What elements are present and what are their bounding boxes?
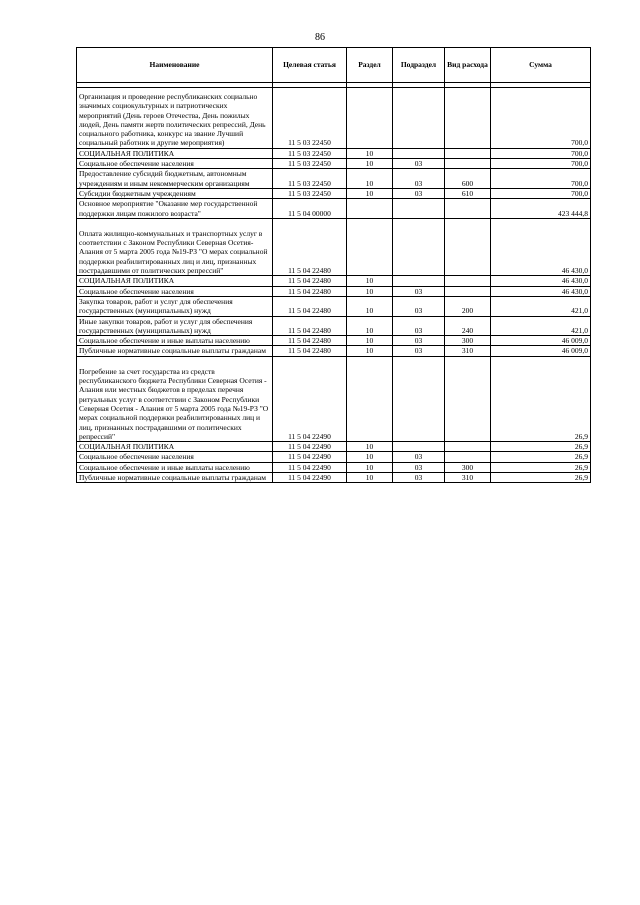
row-section-cell	[347, 218, 393, 275]
row-expense-type-cell	[445, 442, 491, 452]
row-name-cell: Субсидии бюджетным учреждениям	[77, 188, 273, 198]
row-section-cell	[347, 88, 393, 149]
row-name-cell: Иные закупки товаров, работ и услуг для обеспечения государственных (муниципальных) нужд	[77, 316, 273, 336]
row-subsection-cell: 03	[393, 346, 445, 356]
row-section-cell: 10	[347, 452, 393, 462]
budget-table	[76, 47, 591, 483]
row-amount-cell: 700,0	[491, 159, 591, 169]
row-expense-type-cell: 600	[445, 169, 491, 189]
row-amount-cell: 421,0	[491, 296, 591, 316]
row-target-item-cell: 11 5 03 22450	[273, 88, 347, 149]
row-name-cell: Социальное обеспечение и иные выплаты населению	[77, 462, 273, 472]
row-name-cell: Социальное обеспечение и иные выплаты населению	[77, 336, 273, 346]
row-section-cell: 10	[347, 286, 393, 296]
row-amount-cell: 26,9	[491, 452, 591, 462]
row-name-cell: СОЦИАЛЬНАЯ ПОЛИТИКА	[77, 442, 273, 452]
row-name-cell: Закупка товаров, работ и услуг для обеспечения государственных (муниципальных) нужд	[77, 296, 273, 316]
table-row	[77, 442, 591, 452]
row-expense-type-cell	[445, 218, 491, 275]
row-subsection-cell	[393, 88, 445, 149]
row-amount-cell: 700,0	[491, 148, 591, 158]
table-row	[77, 296, 591, 316]
row-section-cell: 10	[347, 159, 393, 169]
row-target-item-cell: 11 5 04 22480	[273, 276, 347, 286]
page-number: 86	[315, 32, 325, 43]
row-amount-cell: 423 444,8	[491, 199, 591, 219]
row-amount-cell: 700,0	[491, 169, 591, 189]
table-row	[77, 316, 591, 336]
table-row	[77, 88, 591, 149]
row-target-item-cell: 11 5 03 22450	[273, 188, 347, 198]
row-expense-type-cell: 310	[445, 346, 491, 356]
row-subsection-cell	[393, 199, 445, 219]
table-row	[77, 452, 591, 462]
row-subsection-cell: 03	[393, 316, 445, 336]
row-expense-type-cell	[445, 286, 491, 296]
row-section-cell	[347, 356, 393, 441]
row-subsection-cell	[393, 148, 445, 158]
row-target-item-cell: 11 5 04 22480	[273, 336, 347, 346]
row-subsection-cell: 03	[393, 336, 445, 346]
table-header-row	[77, 48, 591, 83]
row-expense-type-cell: 300	[445, 462, 491, 472]
row-target-item-cell: 11 5 04 22490	[273, 462, 347, 472]
row-section-cell: 10	[347, 346, 393, 356]
table-row	[77, 276, 591, 286]
row-amount-cell: 700,0	[491, 88, 591, 149]
row-target-item-cell: 11 5 04 22480	[273, 218, 347, 275]
row-subsection-cell	[393, 276, 445, 286]
row-expense-type-cell: 240	[445, 316, 491, 336]
row-subsection-cell: 03	[393, 188, 445, 198]
row-expense-type-cell	[445, 356, 491, 441]
row-amount-cell: 46 430,0	[491, 218, 591, 275]
row-section-cell: 10	[347, 472, 393, 482]
row-subsection-cell: 03	[393, 169, 445, 189]
row-section-cell	[347, 199, 393, 219]
row-amount-cell: 46 009,0	[491, 336, 591, 346]
row-target-item-cell: 11 5 03 22450	[273, 169, 347, 189]
row-section-cell: 10	[347, 148, 393, 158]
row-section-cell: 10	[347, 188, 393, 198]
row-amount-cell: 421,0	[491, 316, 591, 336]
row-target-item-cell: 11 5 04 00000	[273, 199, 347, 219]
row-target-item-cell: 11 5 04 22490	[273, 472, 347, 482]
row-name-cell: Оплата жилищно-коммунальных и транспортных услуг в соответствии с Законом Республики Северная Осетия-Алания от 5 марта 2005 года №19-РЗ "О мерах социальной поддержки реабилитированных лиц и лиц, признанных пострадавшими от политических репрессий"	[77, 218, 273, 275]
row-section-cell: 10	[347, 462, 393, 472]
row-name-cell: Социальное обеспечение населения	[77, 159, 273, 169]
row-expense-type-cell	[445, 148, 491, 158]
row-subsection-cell: 03	[393, 159, 445, 169]
row-section-cell: 10	[347, 336, 393, 346]
row-amount-cell: 46 430,0	[491, 276, 591, 286]
row-name-cell: Погребение за счет государства из средств республиканского бюджета Республики Северная Осетия - Алания или местных бюджетов в пределах перечня ритуальных услуг в соответствии с Законом Республики Северная Осетия - Алания от 5 марта 2005 года №19-РЗ "О мерах социальной поддержки реабилитированных лиц и лиц, признанных пострадавшими от политических репрессий"	[77, 356, 273, 441]
row-subsection-cell	[393, 442, 445, 452]
row-name-cell: Основное мероприятие "Оказание мер государственной поддержки лицам пожилого возраста"	[77, 199, 273, 219]
row-name-cell: Публичные нормативные социальные выплаты гражданам	[77, 346, 273, 356]
row-target-item-cell: 11 5 04 22490	[273, 356, 347, 441]
row-target-item-cell: 11 5 04 22480	[273, 286, 347, 296]
row-subsection-cell: 03	[393, 462, 445, 472]
row-section-cell: 10	[347, 296, 393, 316]
row-subsection-cell: 03	[393, 472, 445, 482]
table-row	[77, 188, 591, 198]
row-amount-cell: 26,9	[491, 472, 591, 482]
row-name-cell: Социальное обеспечение населения	[77, 286, 273, 296]
row-amount-cell: 700,0	[491, 188, 591, 198]
header-expense-type: Вид расхода	[445, 48, 491, 83]
row-expense-type-cell	[445, 159, 491, 169]
table-row	[77, 286, 591, 296]
row-section-cell: 10	[347, 442, 393, 452]
row-expense-type-cell	[445, 276, 491, 286]
table-row	[77, 159, 591, 169]
row-target-item-cell: 11 5 04 22490	[273, 452, 347, 462]
row-expense-type-cell: 200	[445, 296, 491, 316]
row-section-cell: 10	[347, 169, 393, 189]
header-subsection: Подраздел	[393, 48, 445, 83]
row-amount-cell: 26,9	[491, 356, 591, 441]
row-name-cell: Публичные нормативные социальные выплаты гражданам	[77, 472, 273, 482]
table-row	[77, 199, 591, 219]
row-name-cell: Социальное обеспечение населения	[77, 452, 273, 462]
row-expense-type-cell	[445, 88, 491, 149]
header-name: Наименование	[77, 48, 273, 83]
row-target-item-cell: 11 5 04 22490	[273, 442, 347, 452]
header-target-item: Целевая статья	[273, 48, 347, 83]
row-subsection-cell: 03	[393, 296, 445, 316]
row-subsection-cell	[393, 356, 445, 441]
row-expense-type-cell	[445, 199, 491, 219]
row-target-item-cell: 11 5 03 22450	[273, 148, 347, 158]
table-row	[77, 472, 591, 482]
header-amount: Сумма	[491, 48, 591, 83]
row-name-cell: СОЦИАЛЬНАЯ ПОЛИТИКА	[77, 148, 273, 158]
row-subsection-cell: 03	[393, 286, 445, 296]
row-amount-cell: 46 430,0	[491, 286, 591, 296]
row-name-cell: СОЦИАЛЬНАЯ ПОЛИТИКА	[77, 276, 273, 286]
row-target-item-cell: 11 5 04 22480	[273, 296, 347, 316]
header-section: Раздел	[347, 48, 393, 83]
table-row	[77, 336, 591, 346]
table-row	[77, 462, 591, 472]
row-expense-type-cell: 610	[445, 188, 491, 198]
row-name-cell: Предоставление субсидий бюджетным, автономным учреждениям и иным некоммерческим организациям	[77, 169, 273, 189]
table-row	[77, 169, 591, 189]
row-section-cell: 10	[347, 316, 393, 336]
row-subsection-cell	[393, 218, 445, 275]
row-amount-cell: 26,9	[491, 442, 591, 452]
table-row	[77, 218, 591, 275]
row-expense-type-cell: 300	[445, 336, 491, 346]
row-name-cell: Организация и проведение республиканских социально значимых социокультурных и патриотических мероприятий (День героев Отечества, День пожилых людей, День памяти жертв политических репрессий, День социального работника, конкурс на звание Лучший социальный работник и другие мероприятия)	[77, 88, 273, 149]
row-target-item-cell: 11 5 04 22480	[273, 346, 347, 356]
table-row	[77, 148, 591, 158]
row-amount-cell: 26,9	[491, 462, 591, 472]
row-subsection-cell: 03	[393, 452, 445, 462]
row-target-item-cell: 11 5 03 22450	[273, 159, 347, 169]
row-target-item-cell: 11 5 04 22480	[273, 316, 347, 336]
row-expense-type-cell: 310	[445, 472, 491, 482]
row-amount-cell: 46 009,0	[491, 346, 591, 356]
row-expense-type-cell	[445, 452, 491, 462]
row-section-cell: 10	[347, 276, 393, 286]
table-row	[77, 346, 591, 356]
table-row	[77, 356, 591, 441]
